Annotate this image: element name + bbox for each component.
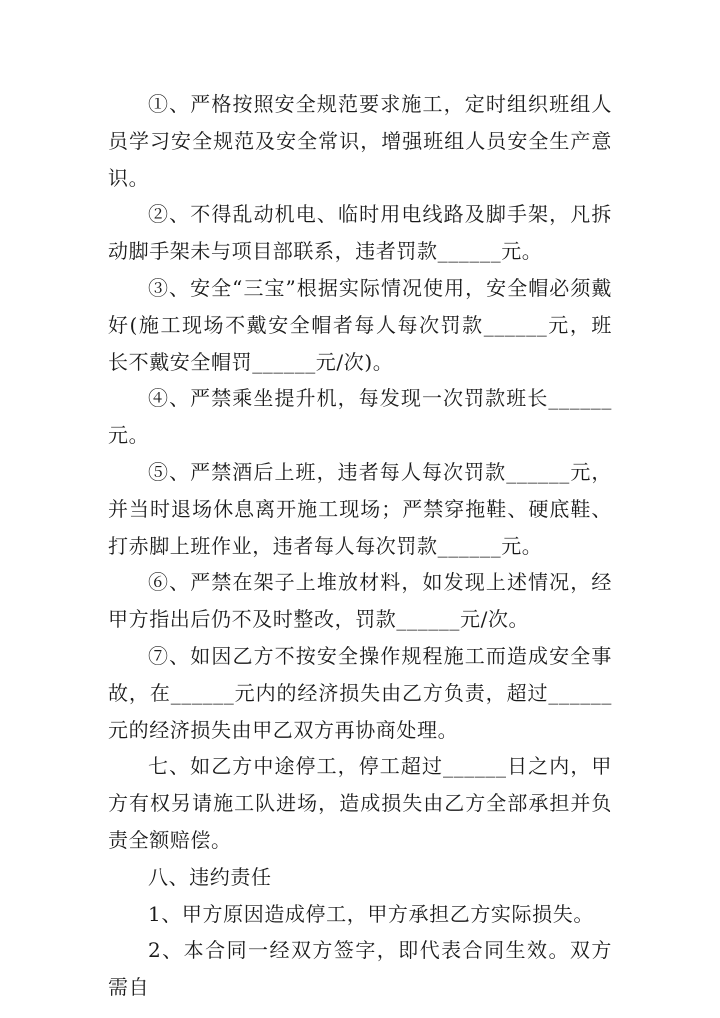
paragraph-accident-liability: ⑦、如因乙方不按安全操作规程施工而造成安全事故，在______元内的经济损失由乙方负责，超过______元的经济损失由甲乙双方再协商处理。	[108, 643, 612, 742]
paragraph-alcohol-footwear: ⑤、严禁酒后上班，违者每人每次罚款______元，并当时退场休息离开施工现场；严禁穿拖鞋、硬底鞋、打赤脚上班作业，违者每人每次罚款______元。	[108, 459, 612, 558]
section-heading-breach-liability: 八、违约责任	[148, 864, 272, 889]
paragraph-equipment-rule: ②、不得乱动机电、临时用电线路及脚手架，凡拆动脚手架未与项目部联系，违者罚款______元。	[108, 202, 612, 264]
paragraph-party-a-stoppage: 1、甲方原因造成停工，甲方承担乙方实际损失。	[148, 901, 594, 926]
paragraph-hoist-ban: ④、严禁乘坐提升机，每发现一次罚款班长______元。	[108, 386, 612, 448]
paragraph-scaffold-materials: ⑥、严禁在架子上堆放材料，如发现上述情况，经甲方指出后仍不及时整改，罚款______元/次。	[108, 570, 612, 632]
paragraph-contract-effect: 2、本合同一经双方签字，即代表合同生效。双方需自	[108, 938, 612, 1000]
paragraph-work-stoppage: 七、如乙方中途停工，停工超过______日之内，甲方有权另请施工队进场，造成损失由乙方全部承担并负责全额赔偿。	[108, 754, 612, 852]
document-body	[108, 86, 612, 1006]
paragraph-safety-helmet: ③、安全“三宝”根据实际情况使用，安全帽必须戴好(施工现场不戴安全帽者每人每次罚款______元，班长不戴安全帽罚______元/次)。	[108, 275, 612, 374]
paragraph-safety-training: ①、严格按照安全规范要求施工，定时组织班组人员学习安全规范及安全常识，增强班组人员安全生产意识。	[108, 92, 612, 190]
